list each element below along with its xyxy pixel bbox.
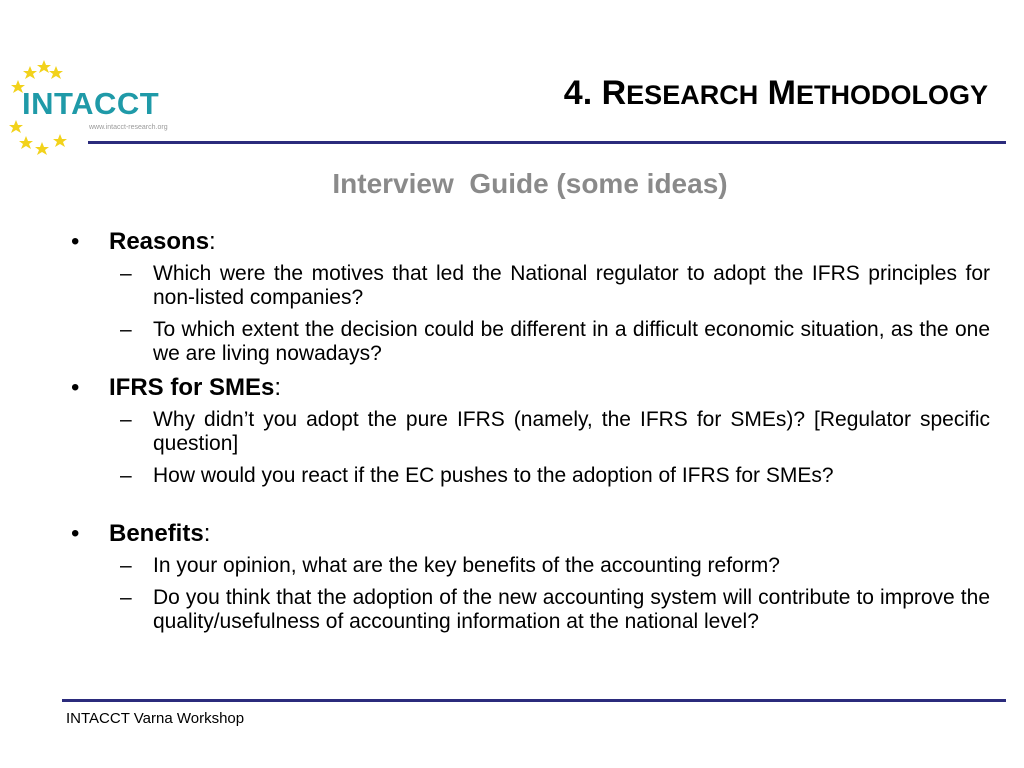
bullet-heading — [66, 520, 990, 548]
section-heading: IFRS for SMEs — [109, 374, 275, 401]
logo-name: INTACCT — [22, 86, 160, 121]
dash-icon: – — [120, 318, 132, 341]
list-item — [66, 318, 990, 366]
list-item — [66, 586, 990, 634]
list-item — [66, 554, 990, 578]
list-item-text: To which extent the decision could be different in a difficult economic situation, as the one we are living nowadays? — [153, 318, 990, 365]
bullet-heading — [66, 374, 990, 402]
heading-colon: : — [274, 374, 282, 401]
heading-colon: : — [203, 520, 211, 547]
footer-text: INTACCT Varna Workshop — [66, 710, 245, 727]
section-benefits — [66, 520, 990, 634]
list-item-text: How would you react if the EC pushes to the adoption of IFRS for SMEs? — [153, 464, 834, 487]
list-item — [66, 262, 990, 310]
title-word1-cap: R — [601, 74, 627, 112]
dash-icon: – — [120, 408, 132, 431]
bullet-icon: • — [71, 228, 80, 255]
subtitle: Interview Guide (some ideas) — [332, 168, 728, 199]
heading-colon: : — [209, 228, 216, 255]
page-title — [564, 76, 988, 110]
bullet-icon: • — [71, 520, 80, 547]
list-item-text: Why didn’t you adopt the pure IFRS (namely, the IFRS for SMEs)? [Regulator specific question] — [153, 408, 990, 455]
dash-icon: – — [120, 262, 132, 285]
title-number: 4. — [563, 74, 602, 112]
title-word2-rest: ETHODOLOGY — [795, 80, 988, 110]
section-heading: Reasons — [109, 228, 210, 255]
bullet-heading — [66, 228, 990, 256]
title-word1-rest: ESEARCH — [626, 80, 759, 110]
title-word2-cap: M — [767, 74, 796, 112]
section-heading: Benefits — [109, 520, 204, 547]
list-item-text: In your opinion, what are the key benefits of the accounting reform? — [153, 554, 780, 577]
list-item-text: Do you think that the adoption of the new accounting system will contribute to improve the quality/usefulness of accounting information at the national level? — [153, 586, 990, 633]
dash-icon: – — [120, 554, 132, 577]
dash-icon: – — [120, 586, 132, 609]
dash-icon: – — [120, 464, 132, 487]
footer-divider — [62, 699, 1006, 702]
section-ifrs-for-smes — [66, 374, 990, 488]
title-divider — [88, 141, 1006, 144]
bullet-icon: • — [71, 374, 80, 401]
list-item-text: Which were the motives that led the National regulator to adopt the IFRS principles for non-listed companies? — [153, 262, 990, 309]
list-item — [66, 408, 990, 456]
content-body — [66, 228, 990, 642]
list-item — [66, 464, 990, 488]
logo-url: www.intacct-research.org — [89, 124, 168, 131]
intacct-logo — [8, 58, 198, 162]
section-reasons — [66, 228, 990, 366]
